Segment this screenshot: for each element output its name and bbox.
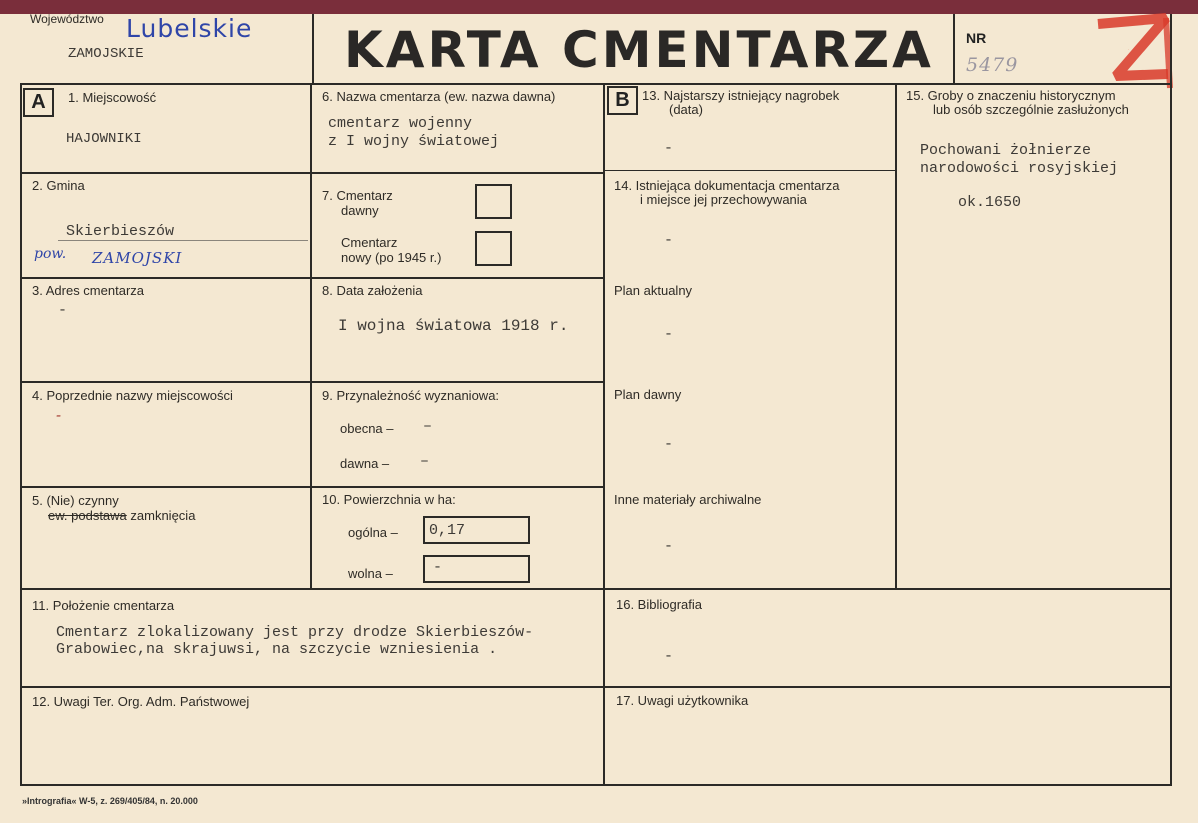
field-10-label: 10. Powierzchnia w ha: xyxy=(322,492,456,507)
inne-materialy-label: Inne materiały archiwalne xyxy=(614,492,762,507)
field-10-ogolna-label: ogólna – xyxy=(348,525,398,540)
field-16-value: - xyxy=(664,648,674,665)
pow-value: ZAMOJSKI xyxy=(92,249,183,267)
field-16-label: 16. Bibliografia xyxy=(616,597,702,612)
row-rule-6 xyxy=(20,686,1170,688)
top-color-band xyxy=(0,0,1198,14)
field-13-value: - xyxy=(664,140,674,157)
field-3-label: 3. Adres cmentarza xyxy=(32,283,144,298)
right-border xyxy=(1170,14,1172,786)
field-11-value-line2: Grabowiec,na skrajuwsi, na szczycie wzniesienia . xyxy=(56,641,498,658)
field-15-label-line1: 15. Groby o znaczeniu historycznym xyxy=(906,88,1116,103)
area-free-field[interactable] xyxy=(423,555,530,583)
col-divider-3 xyxy=(895,83,897,589)
field-9-obecna-value: – xyxy=(423,418,433,435)
col3-rule-1 xyxy=(604,170,896,171)
header-rule xyxy=(20,83,1172,85)
field-9-obecna-label: obecna – xyxy=(340,421,394,436)
field-13-label-line1: 13. Najstarszy istniejący nagrobek xyxy=(642,88,840,103)
field-4-label: 4. Poprzednie nazwy miejscowości xyxy=(32,388,233,403)
red-stamp-mark xyxy=(1088,10,1178,90)
col-divider-2 xyxy=(603,83,605,786)
wojewodztwo-label: Województwo xyxy=(30,12,104,26)
inne-materialy-value: - xyxy=(664,538,674,555)
field-8-label: 8. Data założenia xyxy=(322,283,423,298)
field-1-value: HAJOWNIKI xyxy=(66,131,142,147)
pow-label: pow. xyxy=(34,246,67,262)
field-5-label-line1: 5. (Nie) czynny xyxy=(32,493,119,508)
col-divider-1 xyxy=(310,83,312,589)
field-8-value: I wojna światowa 1918 r. xyxy=(338,317,569,335)
field-10-wolna-label: wolna – xyxy=(348,566,393,581)
field-15-value-line1: Pochowani żołnierze xyxy=(920,142,1092,159)
plan-aktualny-value: - xyxy=(664,326,674,343)
header-divider-1 xyxy=(312,14,314,84)
field-14-value: - xyxy=(664,232,674,249)
bottom-border xyxy=(20,784,1172,786)
nr-label: NR xyxy=(966,30,987,46)
field-9-dawna-value: – xyxy=(420,453,430,470)
field-15-label-line2: lub osób szczególnie zasłużonych xyxy=(933,102,1129,117)
field-11-label: 11. Położenie cmentarza xyxy=(32,598,175,613)
cemetery-old-checkbox[interactable] xyxy=(475,184,512,219)
field-11-value-line1: Cmentarz zlokalizowany jest przy drodze Skierbieszów- xyxy=(56,624,534,641)
field-15-value-line2: narodowości rosyjskiej xyxy=(920,160,1119,177)
field-5-label-struck: ew. podstawa xyxy=(48,508,127,523)
area-free-value: - xyxy=(433,559,443,576)
field-2-value: Skierbieszów xyxy=(66,223,175,240)
row-rule-1 xyxy=(20,172,604,174)
field-7-dawny-line1: 7. Cmentarz xyxy=(322,188,393,203)
stamp-mark-text: Z xyxy=(1128,50,1129,51)
row-rule-3 xyxy=(20,381,604,383)
field-4-value: - xyxy=(56,406,62,424)
field-5-label-rest: zamknięcia xyxy=(126,508,196,523)
powiat-value: ZAMOJSKIE xyxy=(68,46,144,62)
plan-dawny-value: - xyxy=(664,436,674,453)
area-total-value: 0,17 xyxy=(429,522,466,539)
field-9-label: 9. Przynależność wyznaniowa: xyxy=(322,388,500,403)
field-14-label-line1: 14. Istniejąca dokumentacja cmentarza xyxy=(614,178,840,193)
left-border xyxy=(20,83,22,786)
section-a-box: A xyxy=(23,88,54,117)
field-14-label-line2: i miejsce jej przechowywania xyxy=(640,192,807,207)
field-1-label: 1. Miejscowość xyxy=(68,90,157,105)
plan-aktualny-label: Plan aktualny xyxy=(614,283,693,298)
field-7-dawny-line2: dawny xyxy=(341,203,379,218)
cemetery-new-checkbox[interactable] xyxy=(475,231,512,266)
page-title: KARTA CMENTARZA xyxy=(344,21,934,79)
plan-dawny-label: Plan dawny xyxy=(614,387,682,402)
field-15-value-line3: ok.1650 xyxy=(958,194,1022,211)
field-7-nowy-line2: nowy (po 1945 r.) xyxy=(341,250,442,265)
field-2-label: 2. Gmina xyxy=(32,178,85,193)
field-6-value-line2: z I wojny światowej xyxy=(328,133,500,150)
printer-footer: »Intrografia« W-5, z. 269/405/84, n. 20.000 xyxy=(22,796,198,806)
field-6-value-line1: cmentarz wojenny xyxy=(328,115,473,132)
field-13-label-line2: (data) xyxy=(669,102,703,117)
nr-value: 5479 xyxy=(966,54,1019,76)
section-b-box: B xyxy=(607,86,638,115)
row-rule-2 xyxy=(20,277,604,279)
row-rule-5 xyxy=(20,588,1172,590)
field-9-dawna-label: dawna – xyxy=(340,456,390,471)
field-6-label: 6. Nazwa cmentarza (ew. nazwa dawna) xyxy=(322,89,556,104)
area-total-field[interactable] xyxy=(423,516,530,544)
field-12-label: 12. Uwagi Ter. Org. Adm. Państwowej xyxy=(32,694,250,709)
gmina-underline xyxy=(58,240,308,241)
field-17-label: 17. Uwagi użytkownika xyxy=(616,693,749,708)
field-7-nowy-line1: Cmentarz xyxy=(341,235,398,250)
field-3-value: - xyxy=(58,302,68,319)
header-divider-2 xyxy=(953,14,955,84)
wojewodztwo-value: Lubelskie xyxy=(126,14,253,43)
row-rule-4 xyxy=(20,486,604,488)
